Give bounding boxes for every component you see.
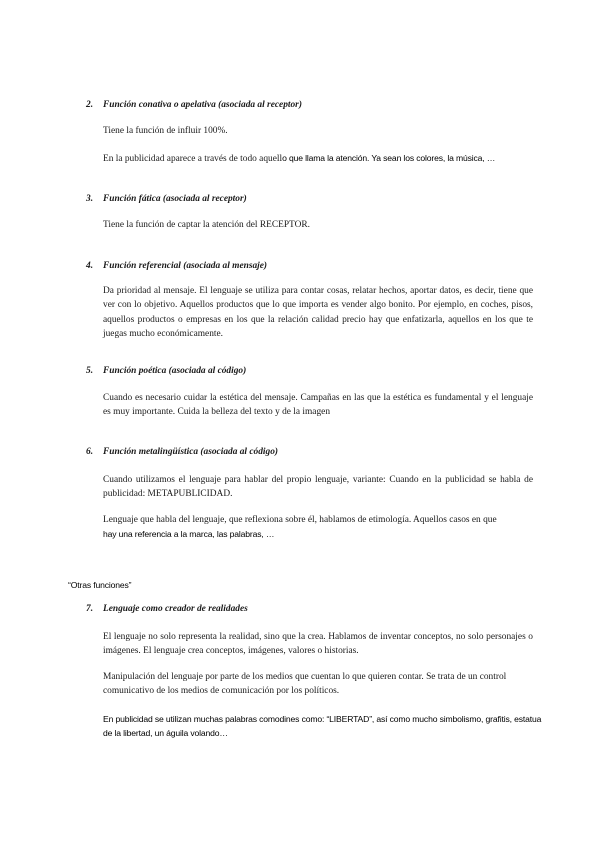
paragraph: Da prioridad al mensaje. El lenguaje se utiliza para contar cosas, relatar hechos, aportar datos, es decir, tiene que ver con lo objetivo. Aquellos productos que lo que importa es vender algo bonito. Por ejemplo, en coches, pisos, aquellos productos o empresas en los que la relación calidad precio hay que enfatizarla, aquellos en los que te juegas mucho económicamente. [103,286,533,340]
paragraph: Cuando es necesario cuidar la estética del mensaje. Campañas en las que la estética es fundamental y el lenguaje es muy importante. Cuida la belleza del texto y de la imagen [103,393,533,418]
section-title: Lenguaje como creador de realidades [103,604,248,614]
paragraph [103,151,563,166]
section-title: Función metalingüística (asociada al código) [103,447,279,457]
paragraph: Tiene la función de captar la atención del RECEPTOR. [103,220,310,230]
paragraph-text-alt: hay una referencia a la marca, las palabras, … [103,529,275,540]
section-number: 7. [86,604,94,614]
section-heading-5 [86,366,246,376]
section-number: 3. [86,194,94,204]
paragraph: Cuando utilizamos el lenguaje para hablar del propio lenguaje, variante: Cuando en la publicidad se habla de publicidad: METAPUBLICIDAD. [103,475,533,500]
paragraph: El lenguaje no solo representa la realidad, sino que la crea. Hablamos de inventar conceptos, no solo personajes o imágenes. El lenguaje crea conceptos, imágenes, valores o historias. [103,632,533,657]
section-heading-4 [86,261,267,271]
section-title: Función referencial (asociada al mensaje) [103,261,268,271]
paragraph-text: Lenguaje que habla del lenguaje, que reflexiona sobre él, hablamos de etimología. Aquellos casos en que [103,515,497,525]
section-heading-3 [86,194,247,204]
paragraph-text: En la publicidad aparece a través de todo aquell [103,154,283,164]
section-number: 6. [86,447,94,457]
paragraph: Manipulación del lenguaje por parte de los medios que cuentan lo que quieren contar. Se trata de un control comunicativo de los medios de comunicación por los políticos. [103,672,507,697]
paragraph [103,513,533,542]
section-number: 4. [86,261,94,271]
section-title: Función conativa o apelativa (asociada al receptor) [103,100,302,110]
paragraph: En publicidad se utilizan muchas palabras comodines como: “LIBERTAD”, así como mucho simbolismo, grafitis, estatua de la libertad, un águila volando… [103,714,542,739]
section-heading-2 [86,100,302,110]
section-heading-6 [86,447,278,457]
paragraph: Tiene la función de influir 100%. [103,126,228,136]
section-number: 2. [86,100,94,110]
section-title: Función fática (asociada al receptor) [103,194,247,204]
section-heading-7 [86,604,248,614]
section-title: Función poética (asociada al código) [103,366,247,376]
paragraph-text-alt: o que llama la atención. Ya sean los colores, la música, … [282,153,496,163]
section-number: 5. [86,366,94,376]
other-functions-heading: “Otras funciones” [68,580,132,590]
